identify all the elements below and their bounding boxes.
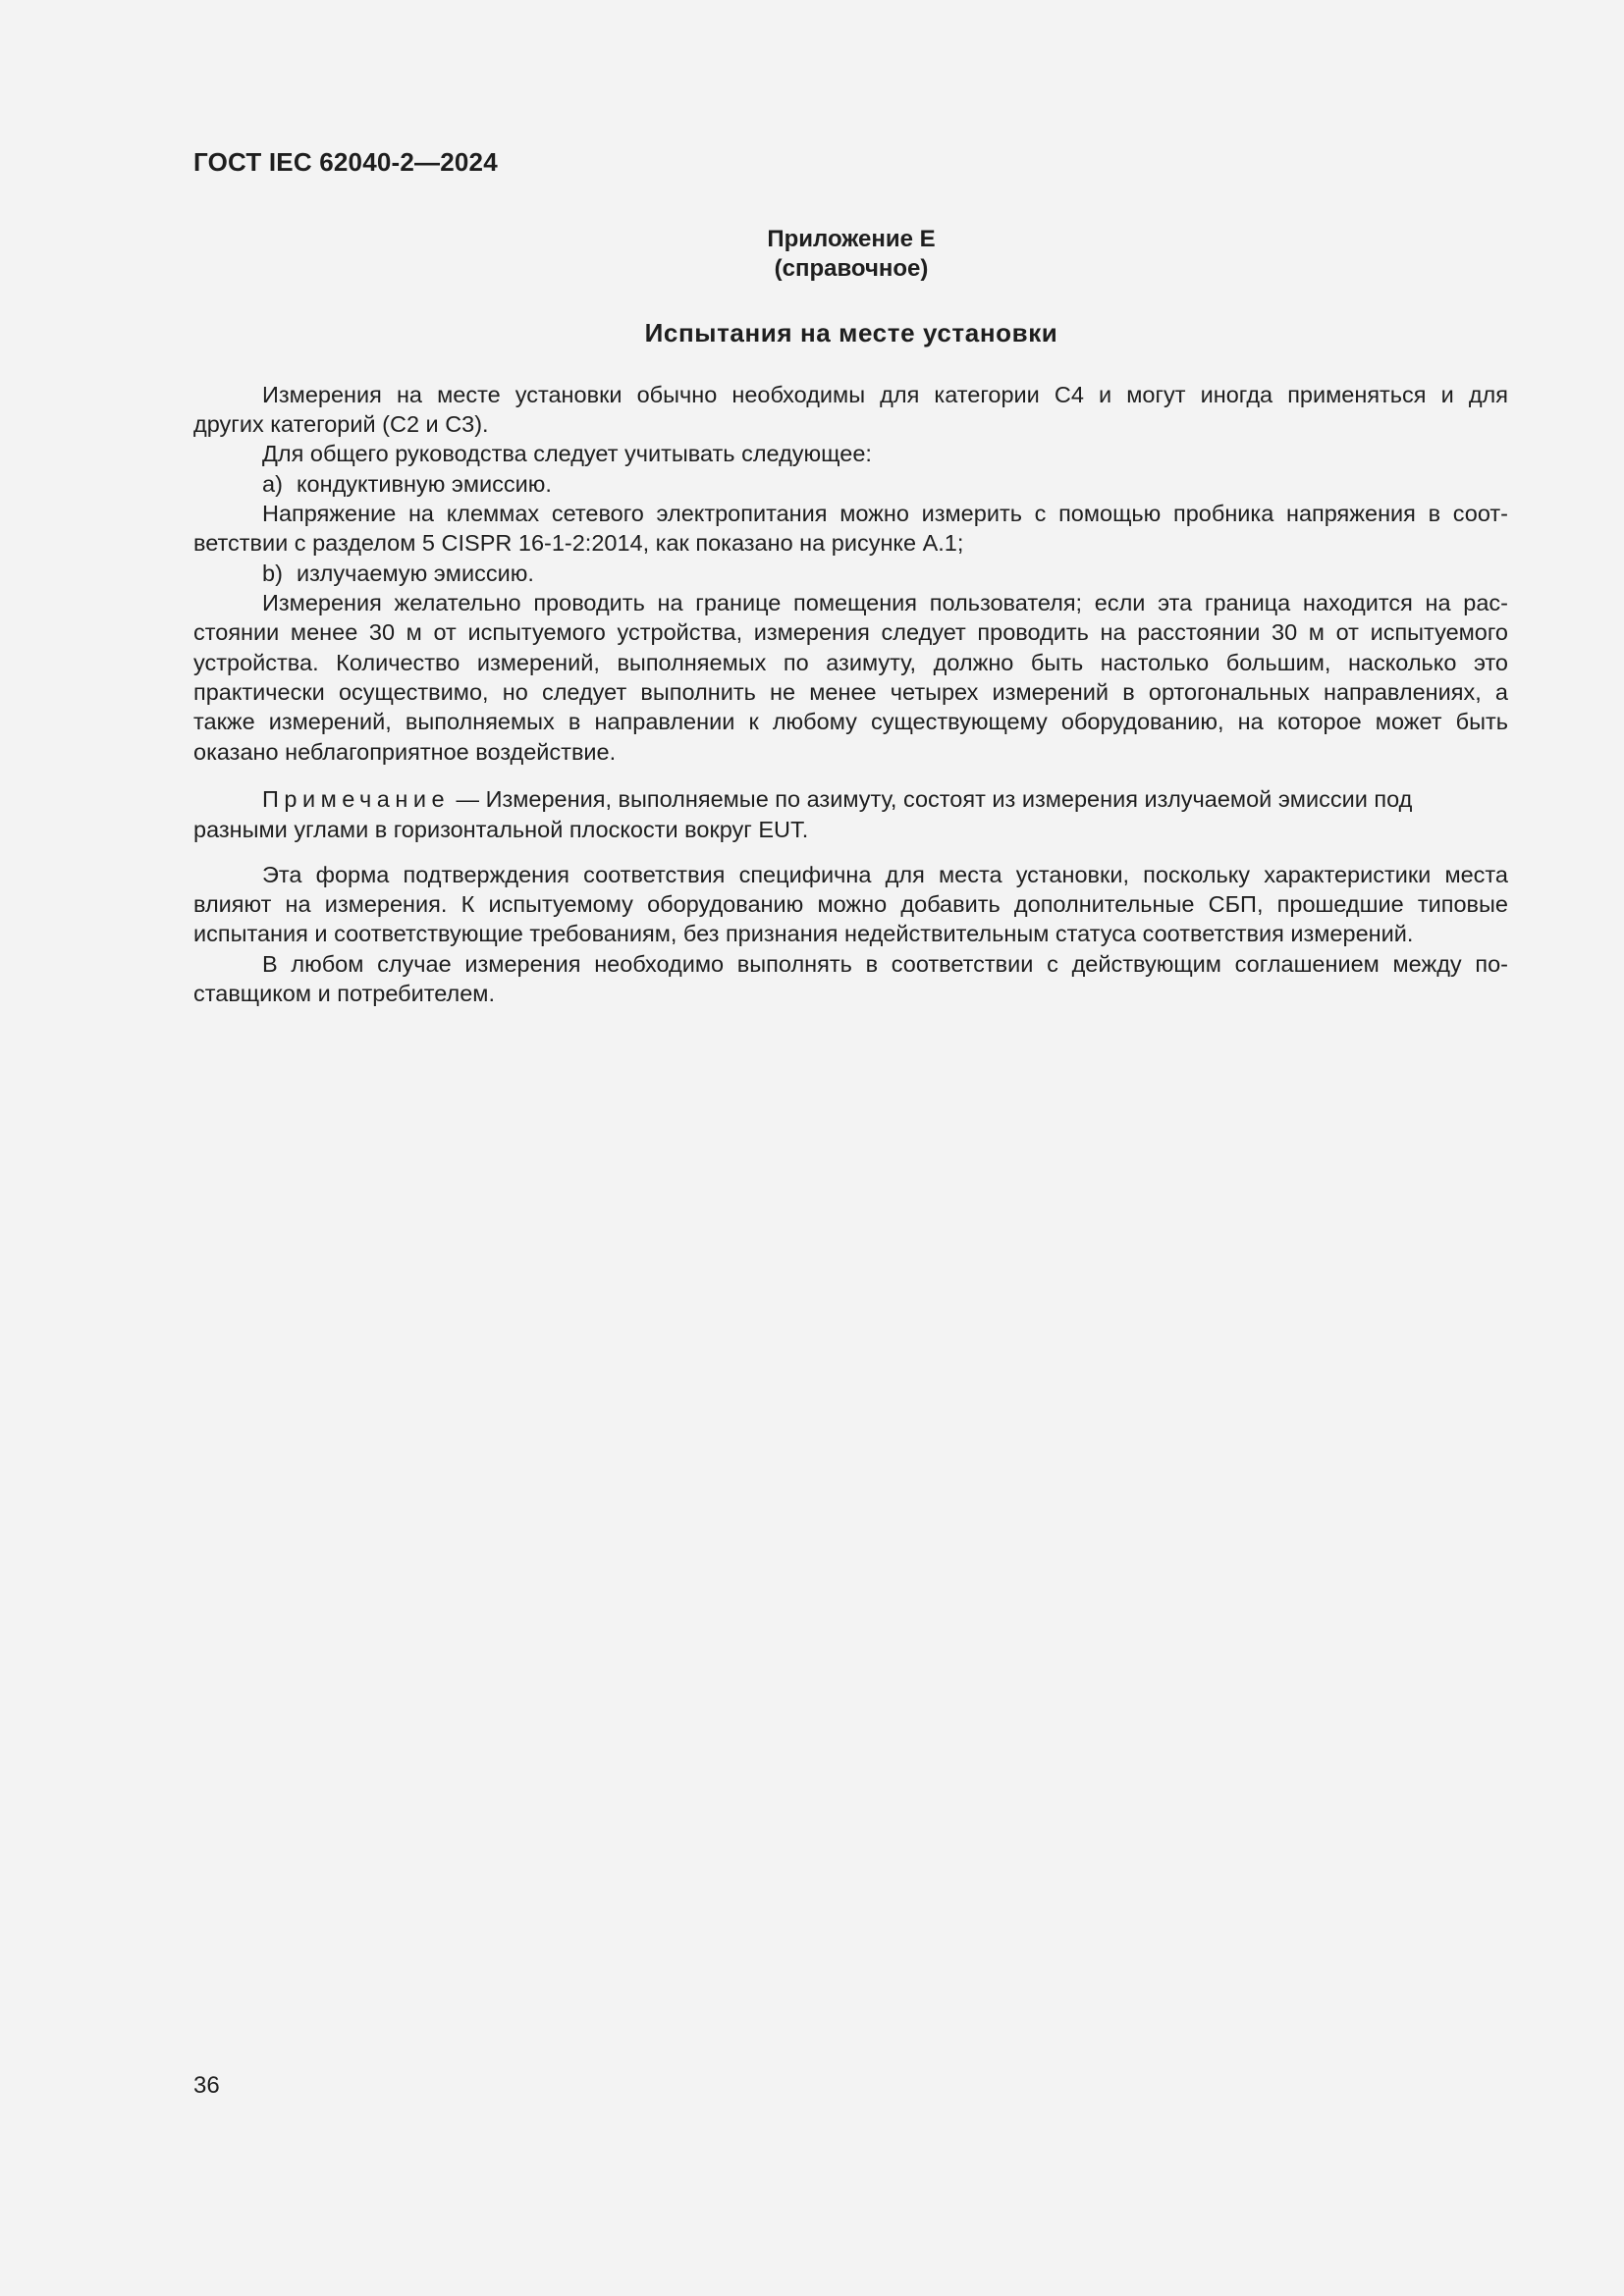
paragraph-line: Эта форма подтверждения соответствия специфична для места установки, поскольку характеристики места [262,862,1508,887]
list-marker: b) [262,561,283,586]
paragraph-line: Напряжение на клеммах сетевого электропитания можно измерить с помощью пробника напряжения в соот- [262,501,1508,526]
paragraph-line: ветствии с разделом 5 CISPR 16-1-2:2014, как показано на рисунке А.1; [193,530,964,556]
section-title: Испытания на месте установки [644,318,1058,347]
list-item-a [262,469,1508,499]
paragraph-line: практически осуществимо, но следует выполнить не менее четырех измерений в ортогональных направлениях, а [193,679,1508,705]
paragraph-line: Для общего руководства следует учитывать следующее: [262,441,872,466]
paragraph-line: испытания и соответствующие требованиям, без признания недействительным статуса соответствия измерений. [193,921,1414,946]
list-item-text: излучаемую эмиссию. [297,561,534,586]
appendix-title: Приложение E [767,226,936,252]
paragraph-line: стоянии менее 30 м от испытуемого устройства, измерения следует проводить на расстоянии 30 м от испытуемого [193,619,1508,645]
paragraph-line: ставщиком и потребителем. [193,981,495,1006]
note-line [262,784,1508,814]
paragraph-line: устройства. Количество измерений, выполняемых по азимуту, должно быть настолько большим, насколько это [193,650,1508,675]
paragraph-line: других категорий (С2 и С3). [193,411,489,437]
list-item-text: кондуктивную эмиссию. [297,471,552,497]
note-label: Примечание [262,786,451,812]
document-code-header: ГОСТ IEC 62040-2—2024 [193,147,498,177]
note-line: разными углами в горизонтальной плоскости вокруг EUT. [193,817,809,842]
page-number: 36 [193,2072,220,2099]
paragraph-line: Измерения желательно проводить на границе помещения пользователя; если эта граница находится на рас- [262,590,1508,615]
appendix-subtitle: (справочное) [774,255,929,282]
list-item-b [262,559,1508,588]
paragraph-line: оказано неблагоприятное воздействие. [193,739,617,765]
list-marker: а) [262,471,283,497]
paragraph-line: В любом случае измерения необходимо выполнять в соответствии с действующим соглашением между по- [262,951,1508,977]
note-text: — Измерения, выполняемые по азимуту, состоят из измерения излучаемой эмиссии под [450,786,1413,812]
paragraph-line: также измерений, выполняемых в направлении к любому существующему оборудованию, на которое может быть [193,709,1508,734]
paragraph-line: влияют на измерения. К испытуемому оборудованию можно добавить дополнительные СБП, прошедшие типовые [193,891,1508,917]
paragraph-line: Измерения на месте установки обычно необходимы для категории С4 и могут иногда применяться и для [262,382,1508,407]
